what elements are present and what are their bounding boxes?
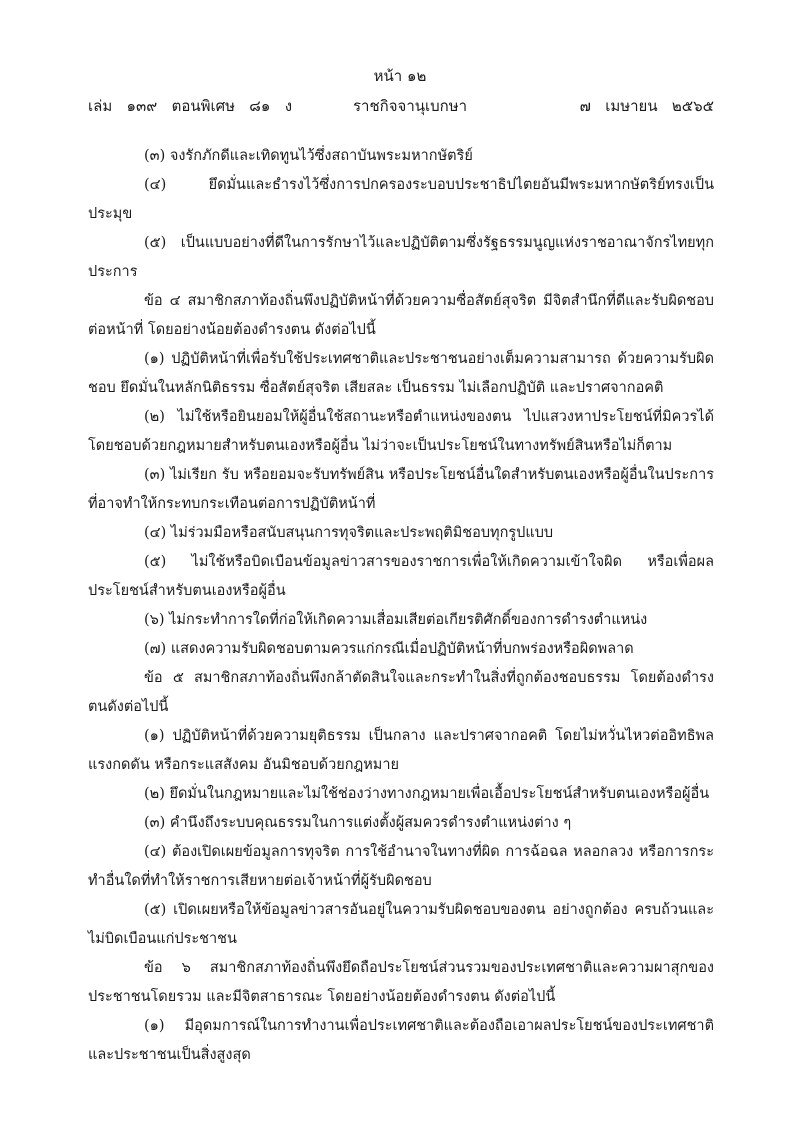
clause-5-item-4: (๔) ต้องเปิดเผยข้อมูลการทุจริต การใช้อำนาจในทางที่ผิด การฉ้อฉล หลอกลวง หรือการกระทำอื่นใดที่ทำให้ราชการเสียหายต่อเจ้าหน้าที่ผู้รับผิดชอบ	[88, 844, 714, 889]
paragraph-item-3: (๓) จงรักภักดีและเทิดทูนไว้ซึ่งสถาบันพระมหากษัตริย์	[144, 148, 473, 164]
clause-4-item-7: (๗) แสดงความรับผิดชอบตามควรแก่กรณีเมื่อปฏิบัติหน้าที่บกพร่องหรือผิดพลาด	[144, 641, 634, 657]
clause-4-item-5: (๕) ไม่ใช้หรือบิดเบือนข้อมูลข่าวสารของราชการเพื่อให้เกิดความเข้าใจผิด หรือเพื่อผลประโยชน์สำหรับตนเองหรือผู้อื่น	[88, 554, 714, 599]
clause-4-item-6: (๖) ไม่กระทำการใดที่ก่อให้เกิดความเสื่อมเสียต่อเกียรติศักดิ์ของการดำรงตำแหน่ง	[144, 612, 648, 628]
clause-5-item-1: (๑) ปฏิบัติหน้าที่ด้วยความยุติธรรม เป็นกลาง และปราศจากอคติ โดยไม่หวั่นไหวต่ออิทธิพลแรงกดดัน หรือกระแสสังคม อันมิชอบด้วยกฎหมาย	[88, 728, 714, 773]
clause-4-item-2: (๒) ไม่ใช้หรือยินยอมให้ผู้อื่นใช้สถานะหรือตำแหน่งของตน ไปแสวงหาประโยชน์ที่มิควรได้โดยชอบด้วยกฎหมายสำหรับตนเองหรือผู้อื่น ไม่ว่าจะเป็นประโยชน์ในทางทรัพย์สินหรือไม่ก็ตาม	[88, 409, 714, 454]
clause-5-item-3: (๓) คำนึงถึงระบบคุณธรรมในการแต่งตั้งผู้สมควรดำรงตำแหน่งต่าง ๆ	[144, 815, 572, 831]
clause-4: ข้อ ๔ สมาชิกสภาท้องถิ่นพึงปฏิบัติหน้าที่ด้วยความซื่อสัตย์สุจริต มีจิตสำนึกที่ดีและรับผิดชอบต่อหน้าที่ โดยอย่างน้อยต้องดำรงตน ดังต่อไปนี้	[88, 293, 714, 338]
clause-4-item-3: (๓) ไม่เรียก รับ หรือยอมจะรับทรัพย์สิน หรือประโยชน์อื่นใดสำหรับตนเองหรือผู้อื่นในประการที่อาจทำให้กระทบกระเทือนต่อการปฏิบัติหน้าที่	[88, 467, 714, 512]
clause-6: ข้อ ๖ สมาชิกสภาท้องถิ่นพึงยึดถือประโยชน์ส่วนรวมของประเทศชาติและความผาสุกของประชาชนโดยรวม และมีจิตสาธารณะ โดยอย่างน้อยต้องดำรงตน ดังต่อไปนี้	[88, 960, 714, 1005]
document-body	[88, 142, 714, 1070]
publication-date: ๗ เมษายน ๒๕๖๕	[579, 97, 714, 115]
clause-5-item-5: (๕) เปิดเผยหรือให้ข้อมูลข่าวสารอันอยู่ในความรับผิดชอบของตน อย่างถูกต้อง ครบถ้วนและไม่บิดเบือนแก่ประชาชน	[88, 902, 714, 947]
page-number: หน้า ๑๒	[373, 67, 427, 85]
gazette-title: ราชกิจจานุเบกษา	[353, 97, 468, 115]
paragraph-item-4: (๔) ยึดมั่นและธำรงไว้ซึ่งการปกครองระบอบประชาธิปไตยอันมีพระมหากษัตริย์ทรงเป็นประมุข	[88, 177, 714, 222]
clause-6-item-1: (๑) มีอุดมการณ์ในการทำงานเพื่อประเทศชาติและต้องถือเอาผลประโยชน์ของประเทศชาติและประชาชนเป็นสิ่งสูงสุด	[88, 1018, 714, 1063]
issue-info: เล่ม ๑๓๙ ตอนพิเศษ ๘๑ ง	[88, 97, 293, 115]
clause-5: ข้อ ๕ สมาชิกสภาท้องถิ่นพึงกล้าตัดสินใจและกระทำในสิ่งที่ถูกต้องชอบธรรม โดยต้องดำรงตนดังต่อไปนี้	[88, 670, 714, 715]
running-header	[88, 96, 714, 116]
clause-4-item-4: (๔) ไม่ร่วมมือหรือสนับสนุนการทุจริตและประพฤติมิชอบทุกรูปแบบ	[144, 525, 554, 541]
clause-5-item-2: (๒) ยึดมั่นในกฎหมายและไม่ใช้ช่องว่างทางกฎหมายเพื่อเอื้อประโยชน์สำหรับตนเองหรือผู้อื่น	[144, 786, 710, 802]
paragraph-item-5: (๕) เป็นแบบอย่างที่ดีในการรักษาไว้และปฏิบัติตามซึ่งรัฐธรรมนูญแห่งราชอาณาจักรไทยทุกประการ	[88, 235, 714, 280]
clause-4-item-1: (๑) ปฏิบัติหน้าที่เพื่อรับใช้ประเทศชาติและประชาชนอย่างเต็มความสามารถ ด้วยความรับผิดชอบ ยึดมั่นในหลักนิติธรรม ซื่อสัตย์สุจริต เสียสละ เป็นธรรม ไม่เลือกปฏิบัติ และปราศจากอคติ	[88, 351, 714, 396]
